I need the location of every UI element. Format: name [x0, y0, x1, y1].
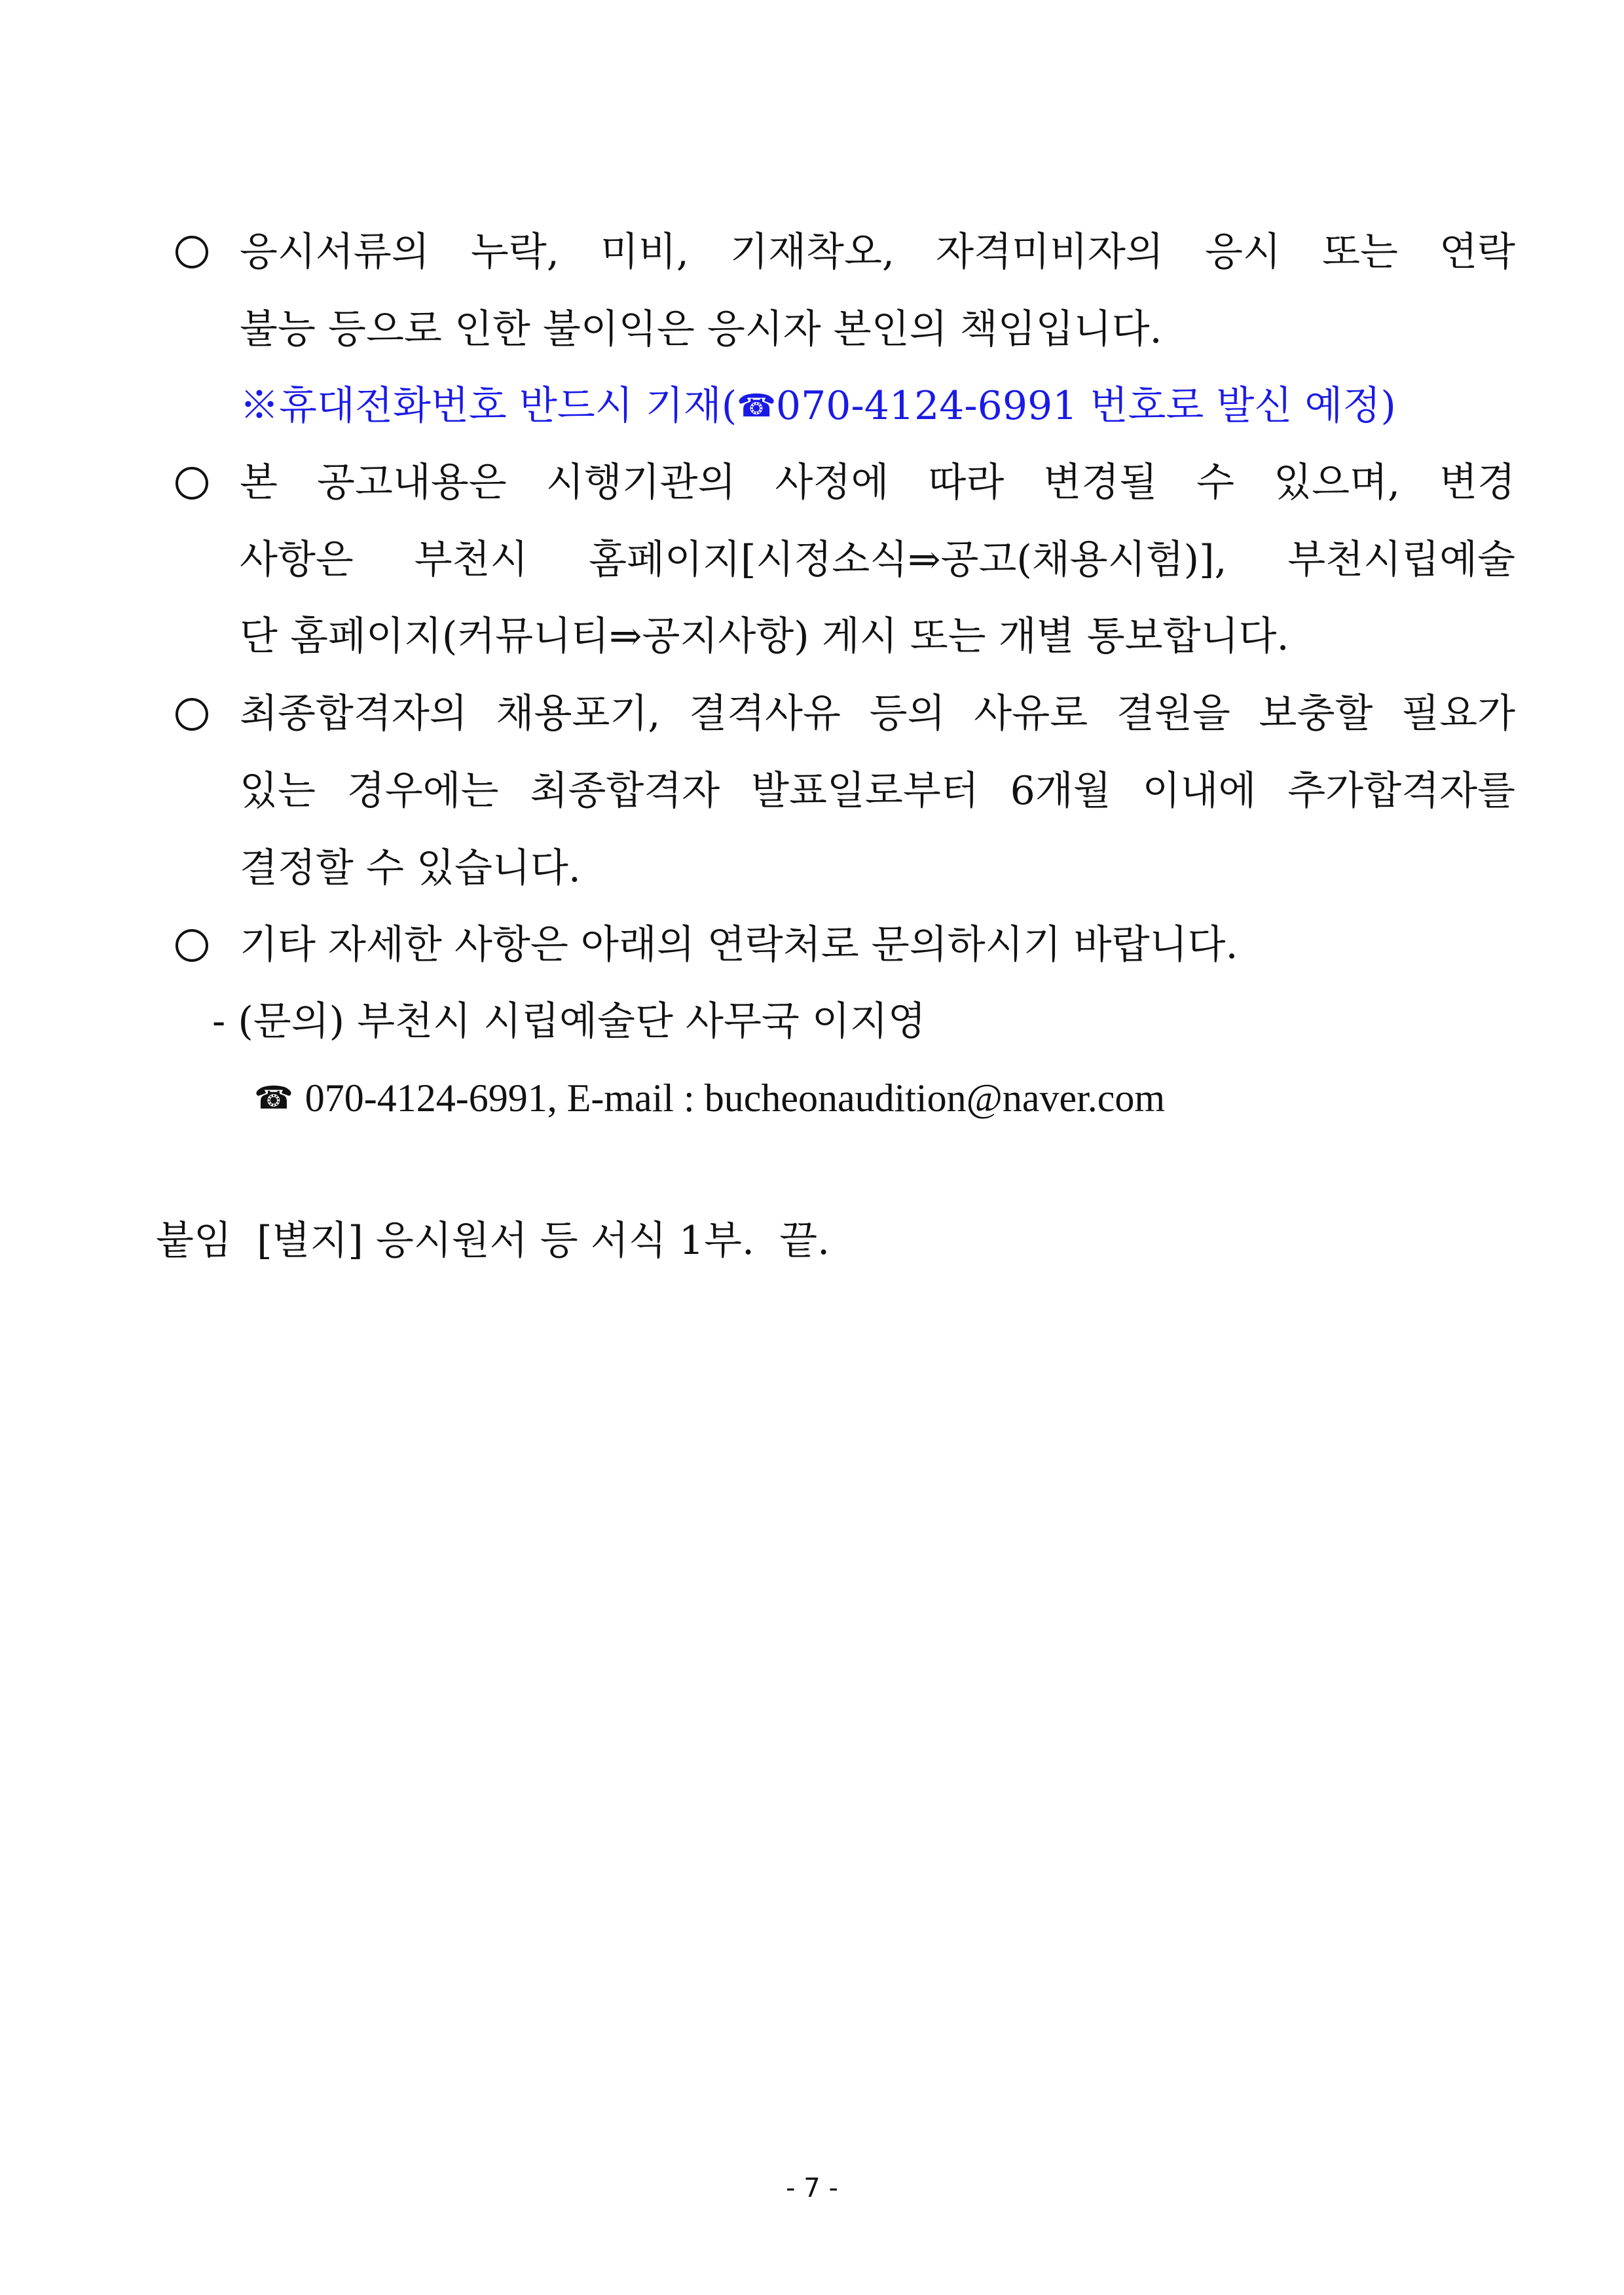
bullet-3-line-1: 최종합격자의 채용포기, 결격사유 등의 사유로 결원을 보충할 필요가 [240, 691, 1515, 737]
bullet-2-line-3: 단 홈페이지(커뮤니티⇒공지사항) 게시 또는 개별 통보합니다. [240, 614, 1289, 659]
bullet-circle-icon [175, 236, 208, 268]
bullet-circle-icon [175, 467, 208, 500]
page-number: - 7 - [786, 2173, 838, 2203]
notice-suffix: 번호로 발신 예정) [1077, 383, 1396, 429]
bullet-circle-icon [175, 929, 208, 962]
notice-prefix: ※휴대전화번호 반드시 기재( [240, 383, 737, 429]
bullet-circle-icon [175, 698, 208, 731]
bullet-1-line-1: 응시서류의 누락, 미비, 기재착오, 자격미비자의 응시 또는 연락 [240, 229, 1515, 275]
bullet-1-line-2: 불능 등으로 인한 불이익은 응시자 본인의 책임입니다. [240, 306, 1162, 352]
phone-required-notice [240, 380, 1396, 432]
inquiry-contact [254, 1072, 1165, 1124]
attachment-line: 붙임 [별지] 응시원서 등 서식 1부. 끝. [156, 1218, 830, 1264]
bullet-2-line-1: 본 공고내용은 시행기관의 사정에 따라 변경될 수 있으며, 변경 [240, 460, 1515, 505]
bullet-3-line-2: 있는 경우에는 최종합격자 발표일로부터 6개월 이내에 추가합격자를 [240, 768, 1515, 814]
contact-text: 070-4124-6991, E-mail : bucheonaudition@naver.com [304, 1076, 1166, 1120]
phone-icon: ☎ [737, 388, 776, 424]
bullet-3-line-3: 결정할 수 있습니다. [240, 845, 581, 891]
notice-phone: 070-4124-6991 [775, 383, 1078, 429]
bullet-2-line-2: 사항은 부천시 홈페이지[시정소식⇒공고(채용시험)], 부천시립예술 [240, 537, 1515, 583]
inquiry-label: - (문의) 부천시 시립예술단 사무국 이지영 [212, 999, 926, 1044]
phone-icon: ☎ [254, 1080, 293, 1116]
bullet-4-line-1: 기타 자세한 사항은 아래의 연락처로 문의하시기 바랍니다. [240, 922, 1238, 968]
